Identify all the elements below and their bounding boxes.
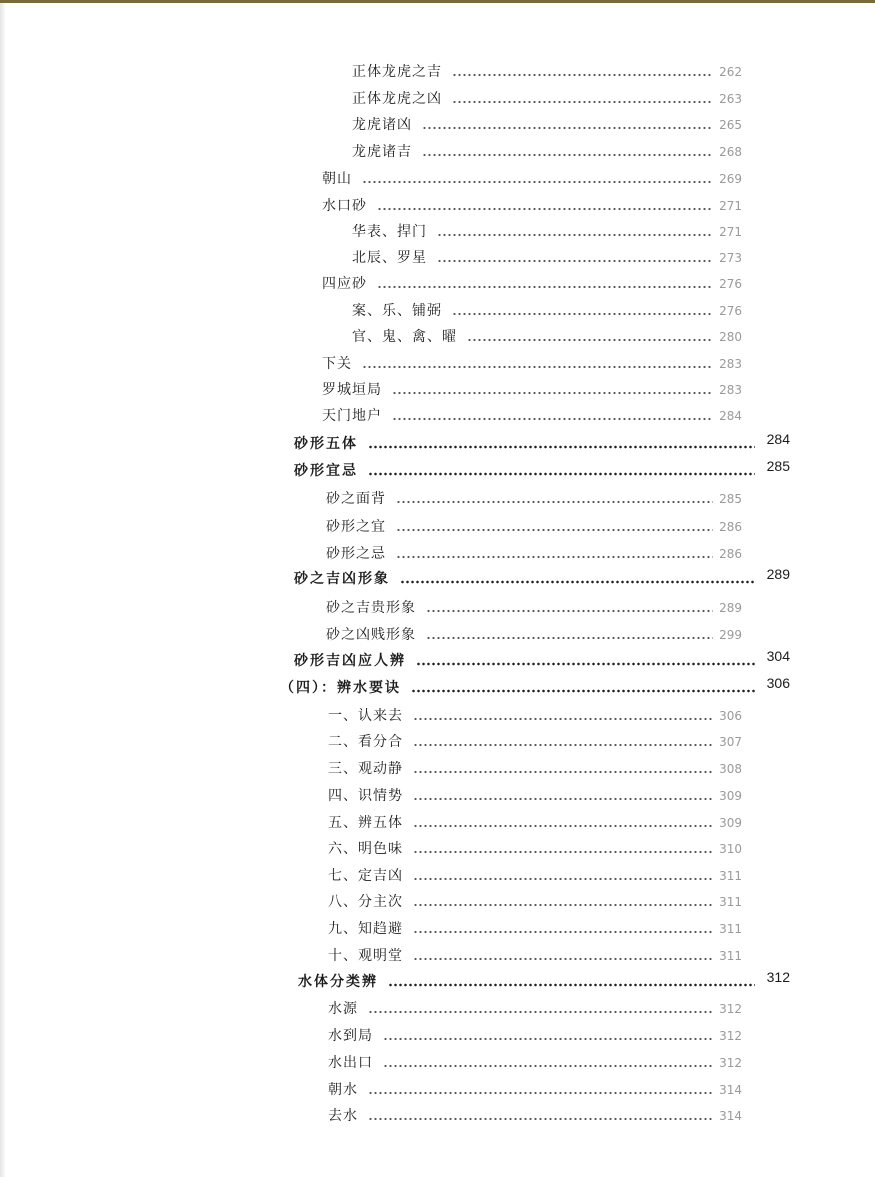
dot-leader	[377, 273, 713, 295]
toc-entry	[328, 705, 742, 727]
toc-entry	[352, 141, 742, 163]
toc-entry	[326, 624, 742, 646]
toc-entry-title: 水口砂	[322, 198, 367, 214]
dot-leader	[426, 624, 713, 646]
toc-section-heading	[294, 568, 790, 590]
toc-entry-title: 去水	[328, 1108, 358, 1124]
toc-entry-title: 二、看分合	[328, 734, 403, 750]
toc-entry-title: 下关	[322, 356, 352, 372]
toc-entry	[326, 597, 742, 619]
toc-entry-title: 砂形之宜	[326, 519, 386, 535]
toc-page-number: 312	[719, 1056, 742, 1070]
toc-page-number: 284	[719, 409, 742, 423]
toc-entry-title: 八、分主次	[328, 894, 403, 910]
dot-leader	[452, 300, 713, 322]
toc-entry	[328, 758, 742, 780]
toc-page-number: 309	[719, 816, 742, 830]
toc-page-number: 280	[719, 330, 742, 344]
toc-section-heading	[280, 677, 790, 699]
toc-page-number: 271	[719, 199, 742, 213]
toc-entry	[328, 838, 742, 860]
toc-page-number: 273	[719, 251, 742, 265]
toc-entry-title: 正体龙虎之吉	[352, 64, 442, 80]
toc-entry-title: 水体分类辨	[298, 974, 378, 990]
toc-page-number: 304	[766, 648, 790, 664]
toc-entry-title: 砂之凶贱形象	[326, 627, 416, 643]
toc-entry	[328, 812, 742, 834]
toc-page-number: 268	[719, 145, 742, 159]
toc-entry	[322, 168, 742, 190]
toc-page-number: 311	[719, 869, 742, 883]
toc-entry-title: 天门地户	[322, 408, 382, 424]
dot-leader	[362, 353, 713, 375]
toc-section-heading	[294, 650, 790, 672]
toc-entry-title: 正体龙虎之凶	[352, 91, 442, 107]
toc-section-heading	[298, 971, 790, 993]
dot-leader	[362, 168, 713, 190]
toc-entry-title: 罗城垣局	[322, 382, 382, 398]
toc-entry	[326, 488, 742, 510]
toc-entry	[322, 353, 742, 375]
dot-leader	[467, 326, 713, 348]
toc-page-number: 289	[766, 566, 790, 582]
toc-entry	[326, 543, 742, 565]
dot-leader	[437, 247, 713, 269]
toc-entry	[328, 1079, 742, 1101]
dot-leader	[368, 1105, 713, 1127]
toc-entry-title: 朝水	[328, 1082, 358, 1098]
toc-entry-title: 三、观动静	[328, 761, 403, 777]
dot-leader	[413, 785, 713, 807]
toc-entry-title: 砂形宜忌	[294, 463, 358, 479]
toc-entry-title: 北辰、罗星	[352, 250, 427, 266]
toc-page-number: 310	[719, 842, 742, 856]
toc-entry-title: 砂形之忌	[326, 546, 386, 562]
toc-entry-title: 水源	[328, 1001, 358, 1017]
toc-entry	[322, 405, 742, 427]
toc-entry	[328, 998, 742, 1020]
toc-page-number: 269	[719, 172, 742, 186]
dot-leader	[388, 971, 755, 993]
toc-entry	[352, 114, 742, 136]
toc-entry	[328, 785, 742, 807]
dot-leader	[452, 88, 713, 110]
toc-page-number: 262	[719, 65, 742, 79]
toc-entry-title: 十、观明堂	[328, 948, 403, 964]
dot-leader	[413, 918, 713, 940]
dot-leader	[368, 433, 755, 455]
toc-entry-title: （四）：辨水要诀	[280, 680, 401, 696]
toc-entry-title: 砂之面背	[326, 491, 386, 507]
toc-entry-title: 水到局	[328, 1028, 373, 1044]
dot-leader	[413, 705, 713, 727]
toc-page-number: 312	[766, 969, 790, 985]
toc-entry	[352, 61, 742, 83]
toc-entry	[328, 945, 742, 967]
toc-entry-title: 官、鬼、禽、曜	[352, 329, 457, 345]
toc-entry	[352, 326, 742, 348]
toc-entry-title: 砂之吉凶形象	[294, 571, 390, 587]
toc-page-number: 285	[719, 492, 742, 506]
toc-section-heading	[294, 460, 790, 482]
toc-entry-title: 四、识情势	[328, 788, 403, 804]
toc-page-number: 283	[719, 383, 742, 397]
toc-page-number: 286	[719, 547, 742, 561]
toc-page-number: 312	[719, 1002, 742, 1016]
dot-leader	[413, 812, 713, 834]
toc-page-number: 312	[719, 1029, 742, 1043]
dot-leader	[413, 891, 713, 913]
dot-leader	[413, 865, 713, 887]
toc-entry-title: 六、明色味	[328, 841, 403, 857]
dot-leader	[400, 568, 755, 590]
toc-entry-title: 砂形吉凶应人辨	[294, 653, 406, 669]
toc-entry	[352, 300, 742, 322]
dot-leader	[383, 1052, 713, 1074]
dot-leader	[437, 221, 713, 243]
toc-page-number: 284	[766, 431, 790, 447]
toc-entry-title: 九、知趋避	[328, 921, 403, 937]
toc-entry	[328, 865, 742, 887]
dot-leader	[383, 1025, 713, 1047]
dot-leader	[368, 998, 713, 1020]
dot-leader	[422, 141, 713, 163]
toc-page-number: 311	[719, 949, 742, 963]
toc-page-number: 306	[719, 709, 742, 723]
dot-leader	[392, 405, 713, 427]
toc-page-number: 271	[719, 225, 742, 239]
toc-entry	[328, 1105, 742, 1127]
toc-page-number: 283	[719, 357, 742, 371]
toc-page-number: 309	[719, 789, 742, 803]
toc-page-number: 307	[719, 735, 742, 749]
toc-entry-title: 一、认来去	[328, 708, 403, 724]
toc-entry	[328, 918, 742, 940]
toc-entry-title: 四应砂	[322, 276, 367, 292]
dot-leader	[452, 61, 713, 83]
dot-leader	[396, 516, 713, 538]
toc-page-number: 265	[719, 118, 742, 132]
toc-entry	[328, 1025, 742, 1047]
toc-page-number: 308	[719, 762, 742, 776]
toc-entry-title: 朝山	[322, 171, 352, 187]
toc-page-number: 311	[719, 922, 742, 936]
dot-leader	[368, 1079, 713, 1101]
toc-entry-title: 案、乐、铺弼	[352, 303, 442, 319]
toc-page-number: 314	[719, 1083, 742, 1097]
dot-leader	[413, 945, 713, 967]
toc-entry	[352, 221, 742, 243]
toc-page-number: 263	[719, 92, 742, 106]
toc-entry	[322, 273, 742, 295]
toc-entry	[328, 891, 742, 913]
toc-entry	[322, 379, 742, 401]
toc-entry-title: 华表、捍门	[352, 224, 427, 240]
toc-page-number: 289	[719, 601, 742, 615]
dot-leader	[396, 488, 713, 510]
toc-entry	[352, 247, 742, 269]
toc-page-number: 286	[719, 520, 742, 534]
toc-entry	[322, 195, 742, 217]
toc-entry-title: 五、辨五体	[328, 815, 403, 831]
dot-leader	[422, 114, 713, 136]
dot-leader	[416, 650, 755, 672]
toc-page-number: 299	[719, 628, 742, 642]
toc-page-number: 311	[719, 895, 742, 909]
toc-entry-title: 龙虎诸凶	[352, 117, 412, 133]
toc-section-heading	[294, 433, 790, 455]
dot-leader	[392, 379, 713, 401]
toc-page-number: 314	[719, 1109, 742, 1123]
toc-entry-title: 水出口	[328, 1055, 373, 1071]
toc-entry	[328, 731, 742, 753]
dot-leader	[396, 543, 713, 565]
dot-leader	[413, 731, 713, 753]
toc-entry-title: 七、定吉凶	[328, 868, 403, 884]
toc-page-number: 306	[766, 675, 790, 691]
dot-leader	[413, 758, 713, 780]
toc-page-number: 276	[719, 277, 742, 291]
dot-leader	[368, 460, 755, 482]
dot-leader	[413, 838, 713, 860]
toc-entry	[326, 516, 742, 538]
toc-entry	[352, 88, 742, 110]
dot-leader	[377, 195, 713, 217]
toc-page-number: 285	[766, 458, 790, 474]
toc-entry-title: 砂之吉贵形象	[326, 600, 416, 616]
toc-entry-title: 砂形五体	[294, 436, 358, 452]
dot-leader	[411, 677, 755, 699]
dot-leader	[426, 597, 713, 619]
toc-page-number: 276	[719, 304, 742, 318]
toc-entry	[328, 1052, 742, 1074]
toc-entry-title: 龙虎诸吉	[352, 144, 412, 160]
